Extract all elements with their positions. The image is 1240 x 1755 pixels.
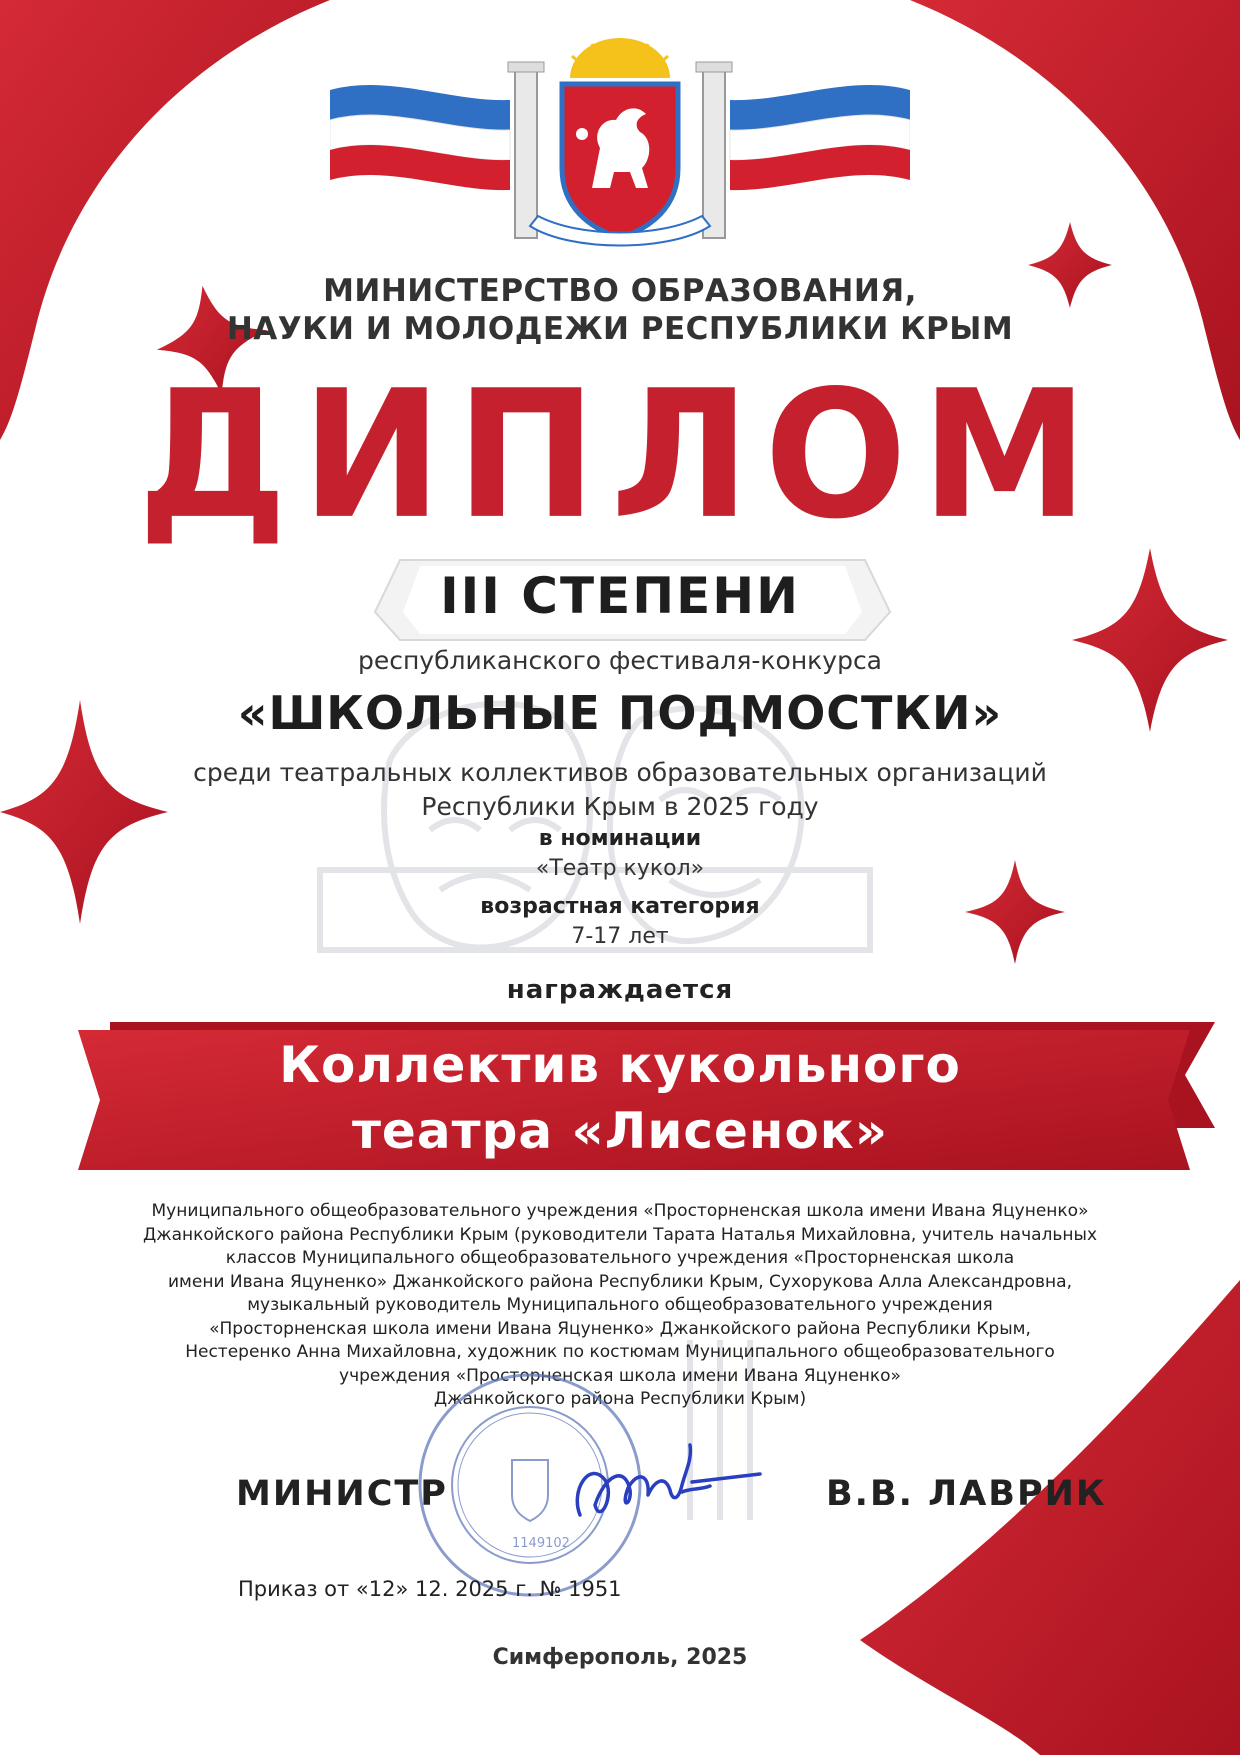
festival-desc-line-2: Республики Крым в 2025 году [421, 792, 819, 821]
age-category-label: возрастная категория [480, 894, 760, 919]
recipient-line-1: Коллектив кукольного [279, 1036, 961, 1094]
age-category-value: 7-17 лет [571, 924, 669, 949]
details-line: музыкальный руководитель Муниципального общеобразовательного учреждения [247, 1295, 993, 1315]
diploma-title: ДИПЛОМ [137, 352, 1103, 558]
details-line: Муниципального общеобразовательного учреждения «Просторненская школа имени Ивана Яцуненко» [151, 1201, 1089, 1221]
stamp-code: 1149102 [512, 1536, 570, 1551]
city-year: Симферополь, 2025 [492, 1645, 748, 1670]
details-line: классов Муниципального общеобразовательного учреждения «Просторненская школа [225, 1248, 1015, 1268]
nomination-value: «Театр кукол» [535, 856, 705, 881]
details-line: Джанкойского района Республики Крым (руководители Тарата Наталья Михайловна, учитель начальных [142, 1224, 1098, 1245]
ministry-name [0, 272, 1240, 348]
details-line: имени Ивана Яцуненко» Джанкойского района Республики Крым, Сухорукова Алла Александровна, [168, 1271, 1072, 1292]
details-line: «Просторненская школа имени Ивана Яцуненко» Джанкойского района Республики Крым, [209, 1318, 1031, 1339]
signatory-name: В.В. ЛАВРИК [826, 1474, 1107, 1514]
festival-name: «ШКОЛЬНЫЕ ПОДМОСТКИ» [237, 686, 1003, 740]
details-line: Джанкойского района Республики Крым) [433, 1389, 807, 1409]
details-line: учреждения «Просторненская школа имени Ивана Яцуненко» [339, 1365, 901, 1386]
festival-desc-line-1: среди театральных коллективов образовательных организаций [193, 758, 1047, 787]
handwritten-signature [560, 1430, 780, 1540]
details-line: Нестеренко Анна Михайловна, художник по костюмам Муниципального общеобразовательного [185, 1342, 1055, 1362]
recipient-name [0, 1032, 1240, 1164]
festival-description [0, 756, 1240, 824]
awarded-label: награждается [506, 975, 734, 1005]
ministry-line-2: НАУКИ И МОЛОДЕЖИ РЕСПУБЛИКИ КРЫМ [226, 311, 1014, 347]
recipient-line-2: театра «Лисенок» [351, 1102, 889, 1160]
ministry-line-1: МИНИСТЕРСТВО ОБРАЗОВАНИЯ, [323, 273, 917, 309]
festival-type: республиканского фестиваля-конкурса [357, 646, 883, 675]
crimea-coat-of-arms-icon [330, 38, 910, 258]
order-reference: Приказ от «12» 12. 2025 г. № 1951 [238, 1577, 622, 1601]
signatory-role: МИНИСТР [236, 1474, 448, 1514]
degree-label: III СТЕПЕНИ [440, 567, 800, 625]
nomination-label: в номинации [538, 826, 702, 851]
